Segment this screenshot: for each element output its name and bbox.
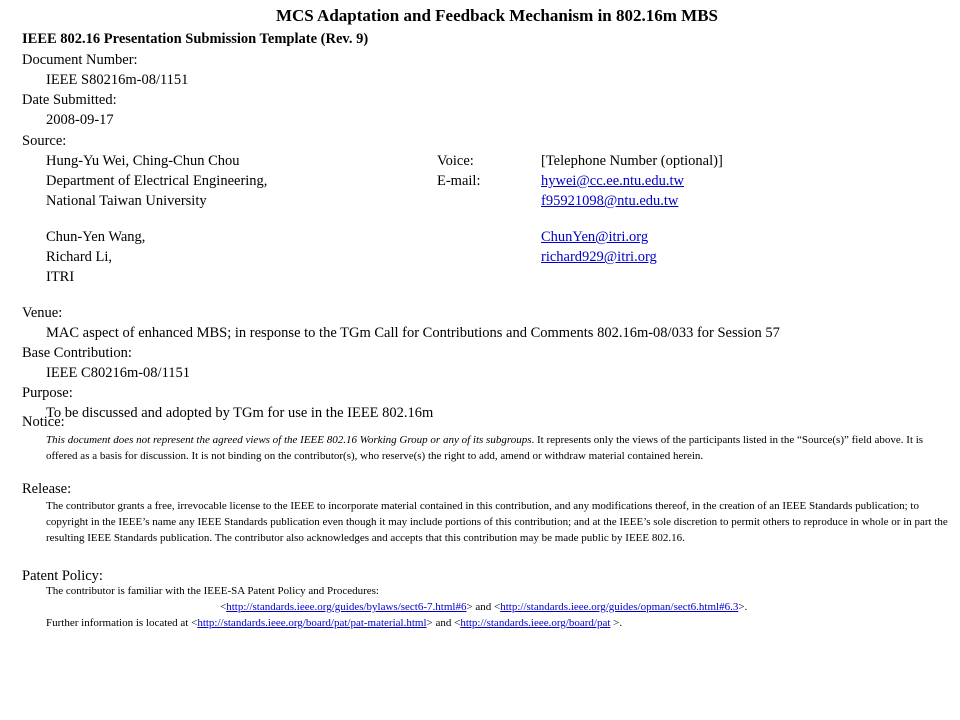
date-submitted-label: Date Submitted: xyxy=(22,92,117,108)
base-contribution-value: IEEE C80216m-08/1151 xyxy=(46,365,191,381)
document-number-value: IEEE S80216m-08/1151 xyxy=(46,72,189,88)
patent-further: Further information is located at < xyxy=(46,617,198,629)
patent-and-2: > and < xyxy=(426,617,461,629)
document-number-label: Document Number: xyxy=(22,52,138,68)
pat-material-link[interactable]: http://standards.ieee.org/board/pat/pat-material.html xyxy=(197,617,427,629)
email-link-chunyen[interactable]: ChunYen@itri.org xyxy=(541,229,649,245)
release-label: Release: xyxy=(22,481,72,497)
page-title: MCS Adaptation and Feedback Mechanism in 802.16m MBS xyxy=(275,6,719,25)
email-label: E-mail: xyxy=(437,173,481,189)
patent-further-line xyxy=(46,617,622,629)
email-link-hywei[interactable]: hywei@cc.ee.ntu.edu.tw xyxy=(541,173,684,189)
purpose-value: To be discussed and adopted by TGm for use in the IEEE 802.16m xyxy=(46,405,434,421)
base-contribution-label: Base Contribution: xyxy=(22,345,132,361)
email-link-richard929[interactable]: richard929@itri.org xyxy=(541,249,657,265)
source-author-1: Hung-Yu Wei, Ching-Chun Chou xyxy=(46,153,240,169)
notice-italic: This document does not represent the agreed views of the IEEE 802.16 Working Group or any of its subgroups xyxy=(46,434,532,446)
notice-label: Notice: xyxy=(22,414,65,430)
source-author-6: ITRI xyxy=(46,269,75,285)
notice-text xyxy=(46,432,946,464)
release-text: The contributor grants a free, irrevocable license to the IEEE to incorporate material contained in this contribution, and any modifications thereof, in the creation of an IEEE Standards publication; to copyright in the IEEE’s name any IEEE Standards publication even though it may include portions of this contribution; and at the IEEE’s sole discretion to permit others to reproduce in whole or in part the resulting IEEE Standards publication. The contributor also acknowledges and accepts that this contribution may be made public by IEEE 802.16. xyxy=(46,500,948,544)
patent-links-line: <http://standards.ieee.org/guides/bylaws/sect6-7.html#6> and <http://standards.ieee.org/guides/opman/sect6.html#6.3>. xyxy=(220,601,748,613)
voice-label: Voice: xyxy=(437,153,474,169)
source-label: Source: xyxy=(22,133,67,149)
bylaws-link[interactable]: http://standards.ieee.org/guides/bylaws/sect6-7.html#6 xyxy=(226,601,467,613)
source-author-3: National Taiwan University xyxy=(46,193,207,209)
patent-policy-label: Patent Policy: xyxy=(22,568,103,584)
notice-body: . It represents only the views of the participants listed in the “Source(s)” field above. It is offered as a basis for discussion. It is not binding on the contributor(s), who reserve(s) the right to add, amend or withdraw material contained herein. xyxy=(46,434,924,462)
voice-value: [Telephone Number (optional)] xyxy=(541,153,723,169)
patent-end: >. xyxy=(610,617,623,629)
patent-policy-text xyxy=(46,583,956,631)
patent-and-1: > and < xyxy=(466,601,501,613)
patent-intro: The contributor is familiar with the IEEE-SA Patent Policy and Procedures: xyxy=(46,585,379,597)
opman-link[interactable]: http://standards.ieee.org/guides/opman/sect6.html#6.3 xyxy=(500,601,739,613)
venue-value: MAC aspect of enhanced MBS; in response to the TGm Call for Contributions and Comments 802.16m-08/033 for Session 57 xyxy=(46,325,780,341)
source-author-5: Richard Li, xyxy=(46,249,113,265)
template-subtitle: IEEE 802.16 Presentation Submission Template (Rev. 9) xyxy=(22,31,369,47)
email-link-f95921098[interactable]: f95921098@ntu.edu.tw xyxy=(541,193,679,209)
date-submitted-value: 2008-09-17 xyxy=(46,112,114,128)
purpose-label: Purpose: xyxy=(22,385,73,401)
board-pat-link[interactable]: http://standards.ieee.org/board/pat xyxy=(460,617,611,629)
source-author-2: Department of Electrical Engineering, xyxy=(46,173,268,189)
source-author-4: Chun-Yen Wang, xyxy=(46,229,146,245)
venue-label: Venue: xyxy=(22,305,63,321)
